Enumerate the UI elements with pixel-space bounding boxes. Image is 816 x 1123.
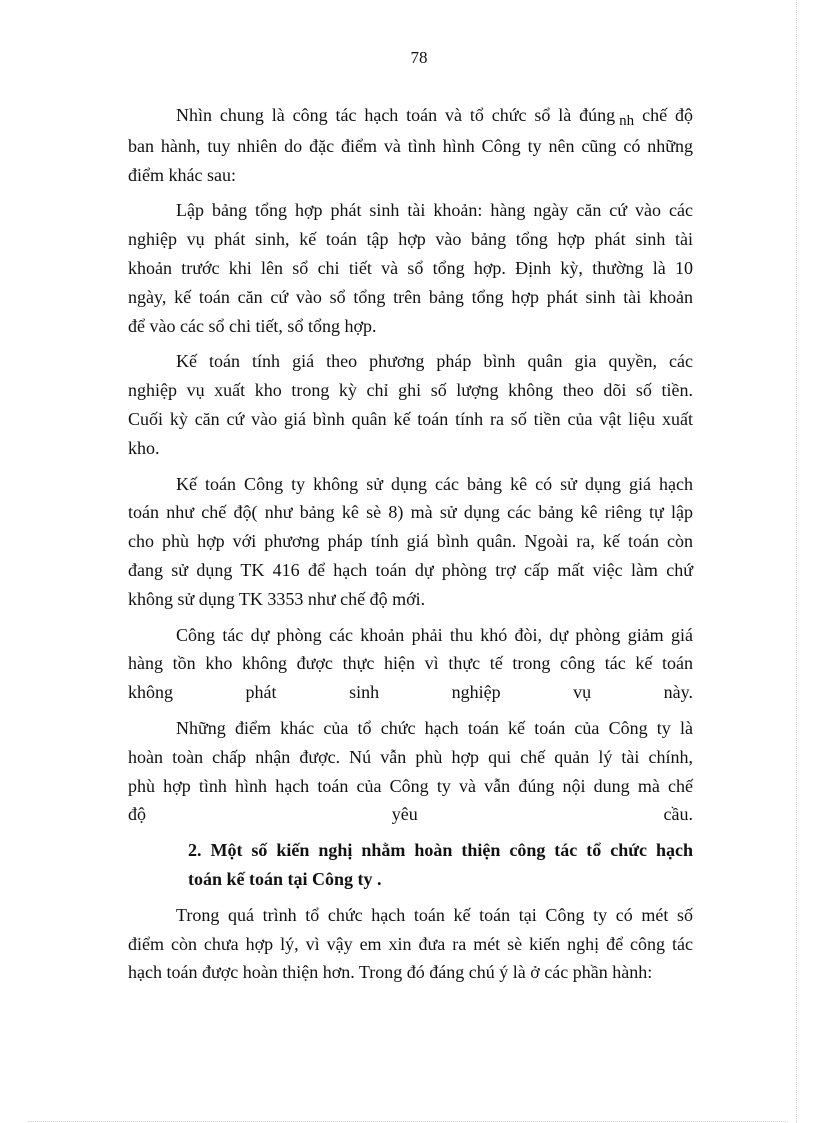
paragraph-statements — [128, 470, 693, 614]
paragraph-line: không phát sinh nghiệp vụ này. — [128, 682, 693, 703]
paragraph-pricing-method — [128, 347, 693, 462]
heading-line: toán kế toán tại Công ty . — [188, 868, 382, 889]
paragraph-line — [128, 101, 693, 132]
paragraph-line: điểm còn chưa hợp lý, vì vậy em xin đưa ra mét sè kiến nghị để công tác — [128, 933, 693, 954]
paragraph-line: khoản trước khi lên sổ chi tiết và sổ tổng hợp. Định kỳ, thường là 10 — [128, 257, 693, 278]
paragraph-line: Lập bảng tổng hợp phát sinh tài khoản: hàng ngày căn cứ vào các — [176, 200, 693, 221]
paragraph-line: không sử dụng TK 3353 như chế độ mới. — [128, 588, 426, 609]
paragraph-line: hàng tồn kho không được thực hiện vì thực tế trong công tác kế toán — [128, 653, 693, 674]
page-number: 78 — [410, 48, 428, 67]
paragraph-line: để vào các sổ chi tiết, sổ tổng hợp. — [128, 315, 377, 336]
paragraph-line: Trong quá trình tổ chức hạch toán kế toán tại Công ty có mét số — [176, 904, 693, 925]
paragraph-line: Những điểm khác của tổ chức hạch toán kế toán của Công ty là — [176, 717, 693, 738]
paragraph-line: Kế toán tính giá theo phương pháp bình quân gia quyền, các — [176, 351, 693, 372]
paragraph-line: phù hợp tình hình hạch toán của Công ty và vẫn đúng nội dung mà chế — [128, 775, 693, 796]
heading-line: 2. Một số kiến nghị nhằm hoàn thiện công tác tổ chức hạch — [188, 840, 693, 861]
paragraph-recommendations — [128, 901, 693, 987]
paragraph-provisions — [128, 621, 693, 707]
paragraph-line: hoàn toàn chấp nhận được. Nú vẫn phù hợp qui chế quản lý tài chính, — [128, 746, 693, 767]
paragraph-line: toán như chế độ( như bảng kê sè 8) mà sử dụng các bảng kê riêng tự lập — [128, 502, 693, 523]
document-body — [128, 101, 693, 994]
paragraph-line: nghiệp vụ xuất kho trong kỳ chỉ ghi số lượng không theo dõi số tiền. — [128, 380, 693, 401]
paragraph-line: ban hành, tuy nhiên do đặc điểm và tình hình Công ty nên cũng có những — [128, 135, 693, 156]
paragraph-line: hạch toán được hoàn thiện hơn. Trong đó đáng chú ý là ở các phần hành: — [128, 962, 653, 983]
paragraph-line: Công tác dự phòng các khoản phải thu khó đòi, dự phòng giảm giá — [176, 624, 693, 645]
paragraph-text: chế độ — [642, 105, 693, 125]
paragraph-line: đang sử dụng TK 416 để hạch toán dự phòng trợ cấp mất việc làm chứ — [128, 559, 693, 580]
subscript-fragment: nh — [619, 113, 635, 129]
paragraph-line: Kế toán Công ty không sử dụng các bảng kê có sử dụng giá hạch — [176, 473, 693, 494]
page-edge-bottom — [28, 1121, 788, 1122]
paragraph-line: cho phù hợp với phương pháp tính giá bình quân. Ngoài ra, kế toán còn — [128, 531, 693, 552]
page-edge-right — [796, 0, 797, 1123]
section-heading — [188, 836, 693, 894]
paragraph-differences — [128, 714, 693, 829]
paragraph-line: Cuối kỳ căn cứ vào giá bình quân kế toán tính ra số tiền của vật liệu xuất — [128, 408, 693, 429]
paragraph-overview — [128, 101, 693, 189]
paragraph-line: kho. — [128, 437, 160, 458]
paragraph-line: độ yêu cầu. — [128, 804, 693, 825]
paragraph-text: Nhìn chung là công tác hạch toán và tổ chức sổ là đúng — [176, 105, 616, 125]
paragraph-line: ngày, kế toán căn cứ vào sổ tổng trên bảng tổng hợp phát sinh tài khoản — [128, 286, 693, 307]
paragraph-line: nghiệp vụ phát sinh, kế toán tập hợp vào bảng tổng hợp phát sinh tài — [128, 229, 693, 250]
paragraph-line: điểm khác sau: — [128, 164, 236, 185]
paragraph-summary-table — [128, 196, 693, 340]
